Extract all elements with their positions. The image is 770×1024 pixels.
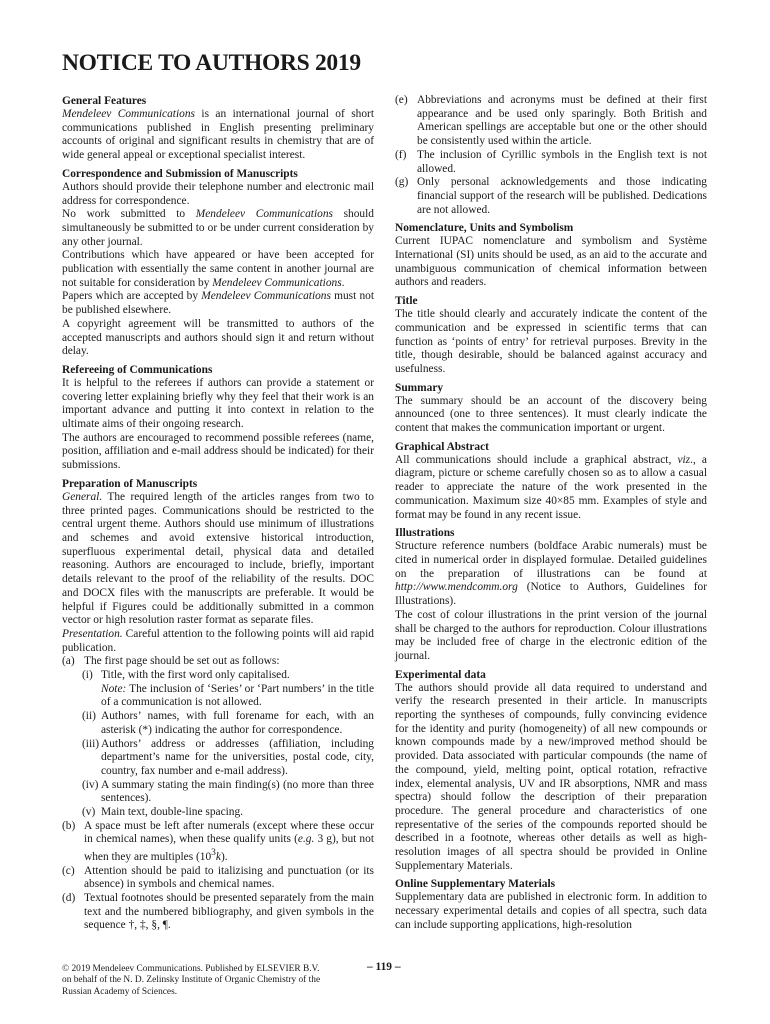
illustrations-p1: Structure reference numbers (boldface Arabic numerals) must be cited in numerical order in displayed formulae. Detailed guidelines on the preparation of illustrations can be found at http://www.mendcomm.org (Notice to Authors, Guidelines for Illustrations). bbox=[395, 540, 707, 608]
correspondence-p2: No work submitted to Mendeleev Communications should simultaneously be submitted to or be under current consideration by any other journal. bbox=[62, 208, 374, 248]
heading-general-features: General Features bbox=[62, 95, 147, 107]
refereeing-p1: It is helpful to the referees if authors can provide a statement or covering letter explaining briefly why they feel that their work is an important advance and putting it into context in relation to the ultimate aims of their ongoing research. bbox=[62, 376, 374, 431]
general-features-text: Mendeleev Communications is an international journal of short communications published in English presenting preliminary accounts of original and significant results in chemistry that are of wide general appeal or exceptional specialist interest. bbox=[62, 108, 374, 162]
experimental-text: The authors should provide all data required to understand and verify the research presented in their article. In manuscripts reporting the syntheses of compounds, fully convincing evidence for the identity and purity (homogeneity) of all new compounds or known compounds made by a new/improved method should be provided. Data associated with particular compounds (the name of the compound, yield, melting point, optical rotation, refractive index, elemental analysis, UV and IR absorptions, NMR and mass spectra) should follow the description of their preparation procedure. The general procedure and characteristics of one representative of the series of the compounds reported should be described in a footnote, whereas other details as well as high-resolution images of all spectra should be provided in Online Supplementary Materials. bbox=[395, 681, 707, 872]
note-text: Note: The inclusion of ‘Series’ or ‘Part numbers’ in the title of a communication is not allowed. bbox=[101, 682, 374, 709]
page-title: NOTICE TO AUTHORS 2019 bbox=[62, 50, 361, 76]
left-column bbox=[62, 94, 374, 933]
heading-graphical-abstract: Graphical Abstract bbox=[395, 440, 489, 453]
correspondence-p4: Papers which are accepted by Mendeleev Communications must not be published elsewhere. bbox=[62, 290, 375, 317]
sub-item-iii: (iii) Authors’ address or addresses (affiliation, including department’s name for the universities, postal code, city, country, fax number and e-mail address). bbox=[82, 737, 374, 777]
sub-item-v: (v) Main text, double-line spacing. bbox=[82, 806, 244, 819]
sub-item-iv: (iv) A summary stating the main finding(s) (no more than three sentences). bbox=[82, 778, 374, 805]
copyright-footer: © 2019 Mendeleev Communications. Published by ELSEVIER B.V. on behalf of the N. D. Zelinsky Institute of Organic Chemistry of the Russian Academy of Sciences. bbox=[62, 964, 321, 997]
heading-experimental: Experimental data bbox=[395, 668, 486, 681]
preparation-general: General. The required length of the articles ranges from two to three printed pages. Communications should be restricted to the central urgent theme. Authors should use minimum of illustrations and schemes and avoid extensive historical introduction, superfluous experimental detail, physical data and detailed reasoning. Authors are encouraged to include, briefly, important details relevant to the proof of the reliability of the results. DOC and DOCX files with the manuscripts are preferable. It would be helpful if Figures could be additionally submitted in a common vector or high resolution raster format as separate files. bbox=[62, 490, 374, 627]
rules-list bbox=[62, 655, 374, 933]
refereeing-p2: The authors are encouraged to recommend possible referees (name, position, affiliation and e-mail address should be indicated) for their submissions. bbox=[62, 431, 374, 472]
sub-list bbox=[62, 669, 374, 820]
heading-nomenclature: Nomenclature, Units and Symbolism bbox=[395, 222, 574, 235]
list-item-c: (c) Attention should be paid to italizising and punctuation (or its absence) in symbols and chemical names. bbox=[62, 864, 374, 891]
sub-item-ii: (ii) Authors’ names, with full forename for each, with an asterisk (*) indicating the author for correspondence. bbox=[82, 710, 374, 736]
heading-correspondence: Correspondence and Submission of Manuscripts bbox=[62, 167, 298, 180]
nomenclature-text: Current IUPAC nomenclature and symbolism and Système International (SI) units should be used, as an aid to the accurate and unambiguous communication of chemical information between authors and readers. bbox=[395, 235, 707, 289]
list-item-b: (b) A space must be left after numerals (except where these occur in chemical names), when these qualify units (e.g. 3 g), but not when they are multiples $(10^3k)$. bbox=[62, 819, 374, 863]
heading-refereeing: Refereeing of Communications bbox=[62, 363, 213, 376]
title-text: The title should clearly and accurately indicate the content of the communication and be expressed in scientific terms that can function as ‘points of entry’ for retrieval purposes. Brevity in the title, though desirable, should be balanced against accuracy and usefulness. bbox=[395, 308, 707, 375]
heading-preparation: Preparation of Manuscripts bbox=[62, 477, 198, 490]
heading-illustrations: Illustrations bbox=[395, 527, 455, 540]
online-supplementary-text: Supplementary data are published in electronic form. In addition to necessary experimental details and copies of all spectra, such data can include supporting applications, high-resolution bbox=[395, 891, 707, 931]
correspondence-p5: A copyright agreement will be transmitted to authors of the accepted manuscripts and authors should sign it and return without delay. bbox=[62, 317, 374, 358]
journal-website-link[interactable]: http://www.mendcomm.org bbox=[395, 581, 518, 594]
heading-title: Title bbox=[395, 295, 418, 308]
summary-text: The summary should be an account of the discovery being announced (one to three sentences). It must clearly indicate the content that makes the communication important or urgent. bbox=[395, 394, 707, 435]
correspondence-p1: Authors should provide their telephone number and electronic mail address for correspondence. bbox=[62, 180, 374, 207]
right-column bbox=[395, 94, 707, 933]
list-item-f: (f) The inclusion of Cyrillic symbols in the English text is not allowed. bbox=[395, 148, 707, 175]
graphical-abstract-text: All communications should include a graphical abstract, viz., a diagram, picture or scheme carefully chosen so as to allow a casual reader to appreciate the nature of the work presented in the communication. Maximum size 40×85 mm. Examples of style and format may be found in any recent issue. bbox=[395, 453, 707, 521]
page-number: – 119 – bbox=[367, 961, 401, 973]
sub-item-i: (i) Title, with the first word only capitalised. Note: The inclusion of ‘Series’ or ‘Part numbers’ in the title of a communication is not allowed. bbox=[82, 669, 374, 709]
journal-name: Mendeleev Communications bbox=[62, 108, 195, 120]
heading-online-supplementary: Online Supplementary Materials bbox=[395, 878, 556, 891]
list-item-e: (e) Abbreviations and acronyms must be defined at their first appearance and be used only sparingly. Both British and American spellings are acceptable but one or the other should be consistently used within the article. bbox=[395, 94, 707, 148]
list-item-g: (g) Only personal acknowledgements and those indicating financial support of the research will be published. Dedications are not allowed. bbox=[395, 176, 707, 216]
list-item-d: (d) Textual footnotes should be presented separately from the main text and the numbered bibliography, and given symbols in the sequence †, ‡, §, ¶. bbox=[62, 892, 374, 932]
preparation-presentation: Presentation. Careful attention to the following points will aid rapid publication. bbox=[62, 627, 374, 654]
correspondence-p3: Contributions which have appeared or have been accepted for publication with essentially the same content in another journal are not suitable for consideration by Mendeleev Communications. bbox=[62, 249, 374, 289]
rules-list-continued bbox=[395, 94, 707, 217]
list-item-a: (a) The first page should be set out as follows: (i) Title, with the first word only capitalised. Note: The inclusion of ‘Series’ or ‘Part numbers’ in the title of a communication is not allowed. (ii) Authors’ names, with full forename for each, with an asterisk (*) indicating the author for correspondence. (iii) Authors’ address or addresses (affiliation, including department’s name for the universities, postal code, city, country, fax number and e-mail address). (iv) A summary stating the main finding(s) (no more than three sentences). (v) Main text, double-line spacing. bbox=[62, 655, 374, 819]
heading-summary: Summary bbox=[395, 381, 444, 394]
illustrations-p2: The cost of colour illustrations in the print version of the journal shall be charged to the authors for reproduction. Colour illustrations may be included free of charge in the electronic edition of the journal. bbox=[395, 608, 707, 662]
